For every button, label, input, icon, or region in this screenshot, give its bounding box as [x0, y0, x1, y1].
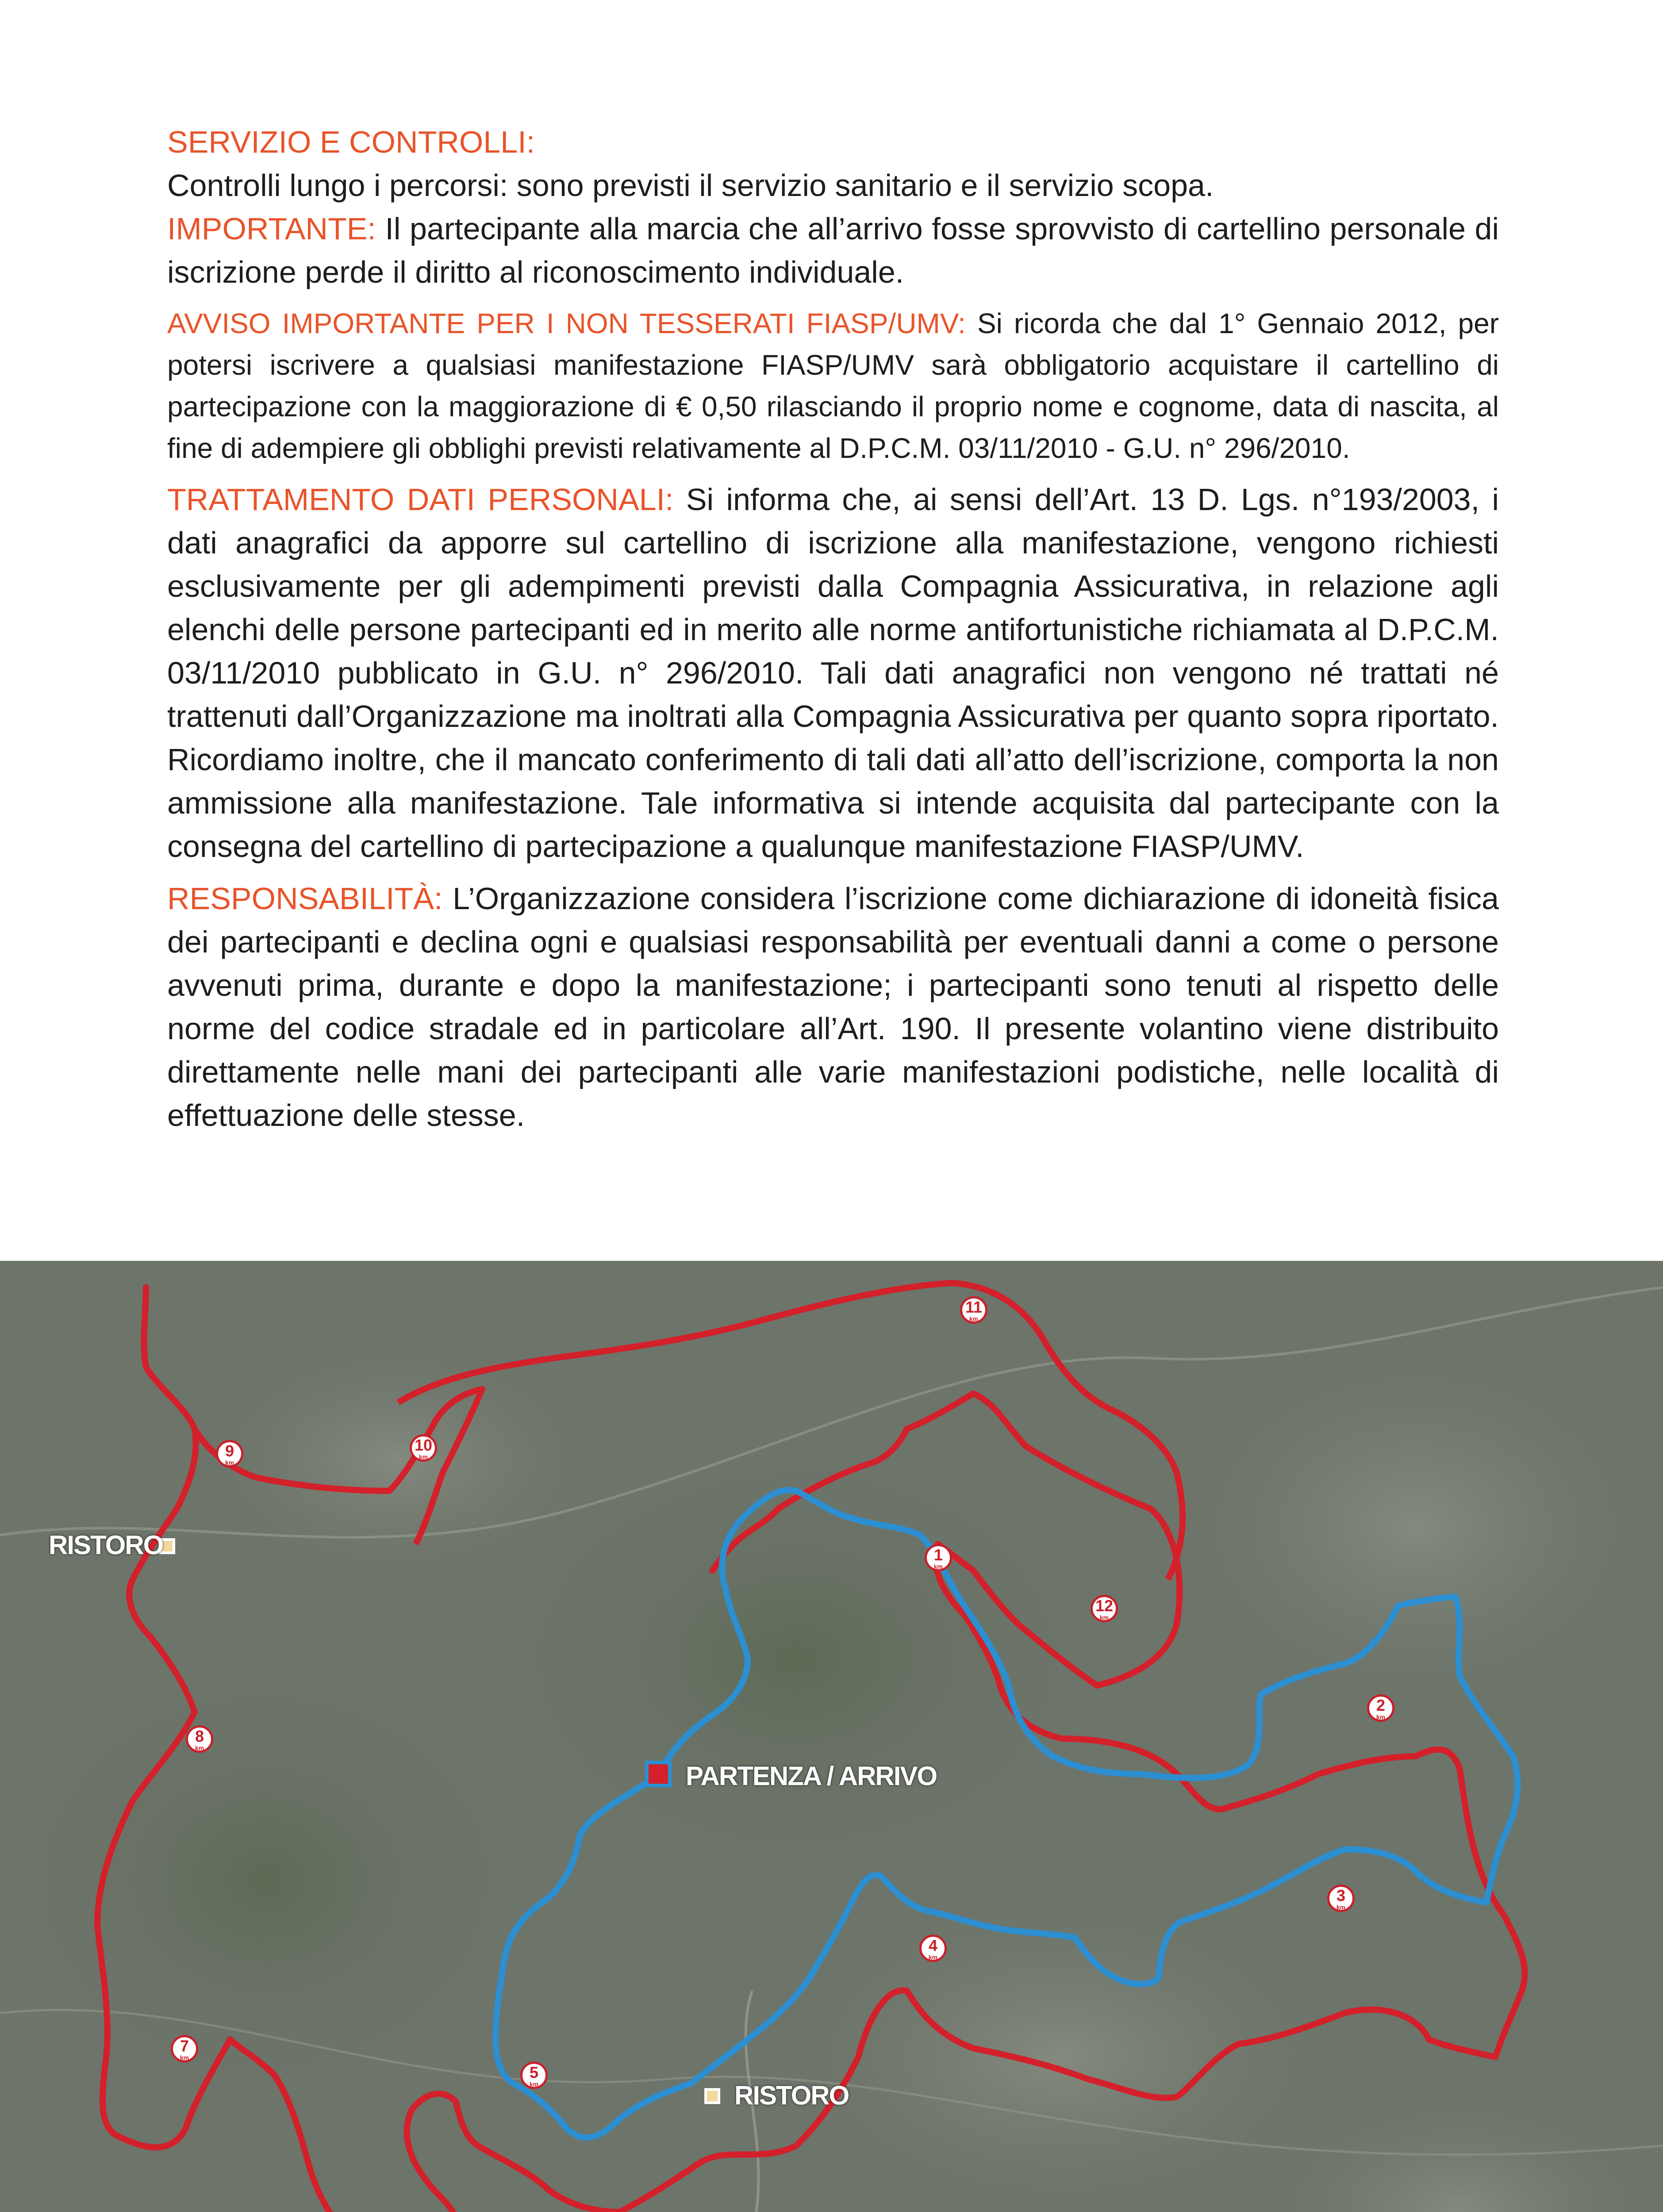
km-marker-4: 4 km	[919, 1935, 947, 1962]
servizio-text: Controlli lungo i percorsi: sono previsti il servizio sanitario e il servizio scopa.	[167, 168, 1214, 203]
importante-heading: IMPORTANTE:	[167, 211, 376, 246]
route-map	[0, 1261, 1663, 2212]
km-marker-5: 5 km	[520, 2062, 548, 2089]
avviso-heading: AVVISO IMPORTANTE PER I NON TESSERATI FIASP/UMV:	[167, 307, 966, 339]
importante-text: Il partecipante alla marcia che all’arrivo fosse sprovvisto di cartellino personale di iscrizione perde il diritto al riconoscimento individuale.	[167, 211, 1499, 289]
trattamento-text: Si informa che, ai sensi dell’Art. 13 D. Lgs. n°193/2003, i dati anagrafici da apporre sul cartellino di iscrizione alla manifestazione, vengono richiesti esclusivamente per gli adempimenti previsti dalla Compagnia Assicurativa, in relazione agli elenchi delle persone partecipanti ed in merito alle norme antifortunistiche richiamata al D.P.C.M. 03/11/2010 pubblicato in G.U. n° 296/2010. Tali dati anagrafici non vengono né trattati né trattenuti dall’Organizzazione ma inoltrati alla Compagnia Assicurativa per quanto sopra riportato. Ricordiamo inoltre, che il mancato conferimento di tali dati all’atto dell’iscrizione, comporta la non ammissione alla manifestazione. Tale informativa si intende acquisita dal partecipante con la consegna del cartellino di partecipazione a qualunque manifestazione FIASP/UMV.	[167, 482, 1499, 864]
km-marker-12: 12 km	[1091, 1595, 1118, 1622]
km-marker-3: 3 km	[1327, 1885, 1355, 1912]
ristoro-left-label: RISTORO	[49, 1530, 163, 1560]
start-marker	[645, 1761, 672, 1787]
map-image	[0, 1261, 1663, 2212]
servizio-section	[167, 120, 1499, 294]
ristoro-bottom-label: RISTORO	[734, 2081, 849, 2110]
responsabilita-text: L’Organizzazione considera l’iscrizione come dichiarazione di idoneità fisica dei partecipanti e declina ogni e qualsiasi responsabilità per eventuali danni a come o persone avvenuti prima, durante e dopo la manifestazione; i partecipanti sono tenuti al rispetto delle norme del codice stradale ed in particolare all’Art. 190. Il presente volantino viene distribuito direttamente nelle mani dei partecipanti alle varie manifestazioni podistiche, nelle località di effettuazione delle stesse.	[167, 881, 1499, 1133]
km-marker-8: 8 km	[186, 1725, 213, 1753]
trattamento-section	[167, 478, 1499, 868]
info-text	[167, 120, 1499, 1137]
start-label: PARTENZA / ARRIVO	[686, 1761, 937, 1791]
km-marker-11: 11 km	[960, 1296, 987, 1324]
responsabilita-heading: RESPONSABILITÀ:	[167, 881, 443, 916]
ristoro-bottom-marker	[704, 2088, 720, 2104]
responsabilita-section	[167, 877, 1499, 1137]
avviso-section	[167, 303, 1499, 469]
km-marker-9: 9 km	[216, 1440, 243, 1467]
km-marker-2: 2 km	[1367, 1694, 1394, 1722]
km-marker-7: 7 km	[171, 2035, 198, 2062]
trattamento-heading: TRATTAMENTO DATI PERSONALI:	[167, 482, 674, 517]
km-marker-10: 10 km	[410, 1434, 437, 1462]
servizio-heading: SERVIZIO E CONTROLLI:	[167, 125, 535, 159]
km-marker-1: 1 km	[925, 1544, 952, 1571]
avviso-text: Si ricorda che dal 1° Gennaio 2012, per potersi iscrivere a qualsiasi manifestazione FIASP/UMV sarà obbligatorio acquistare il cartellino di partecipazione con la maggiorazione di € 0,50 rilasciando il proprio nome e cognome, data di nascita, al fine di adempiere gli obblighi previsti relativamente al D.P.C.M. 03/11/2010 - G.U. n° 296/2010.	[167, 307, 1499, 464]
